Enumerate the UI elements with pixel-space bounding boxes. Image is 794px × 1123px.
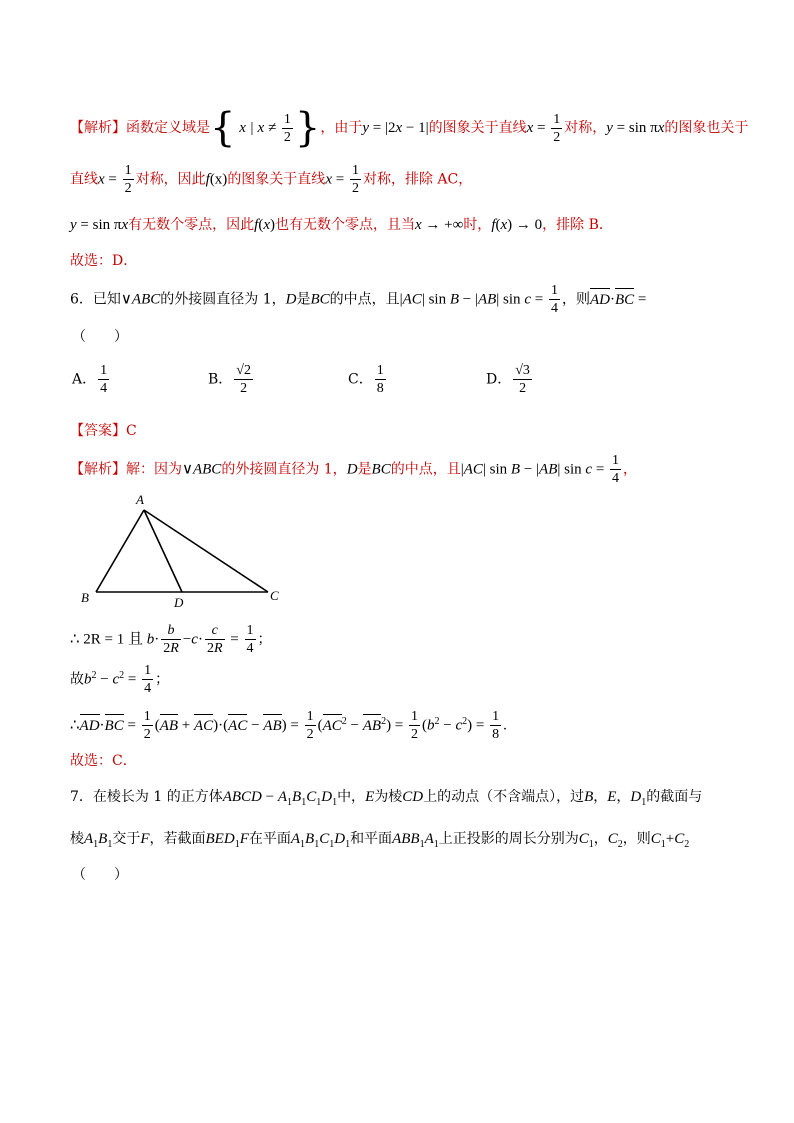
analysis-tag: 【解析】 [70, 120, 126, 136]
q7-blank: （ ） [72, 867, 128, 883]
q6-choice-b[interactable]: B． $\frac{√2}{2}$ [208, 363, 251, 396]
side-ab [96, 510, 144, 592]
q6-blank: （ ） [72, 329, 128, 345]
q6-choice-a[interactable]: A． $\frac{1}{4}$ [72, 363, 108, 396]
q6-conclusion: 故选：C． [70, 753, 137, 769]
q6-step1: ∴ 2R = 1 且 b· $\frac{b}{2R}$ −c· $\frac{c}{2R}$ = $\frac{1}{4}$ ； [70, 623, 272, 656]
vertex-label-d: D [174, 595, 184, 610]
q7-stem-line2: 棱$A_1B_1$交于F，若截面$BED_1F$在平面$A_1B_1C_1D_1$和平面$ABB_1A_1$上正投影的周长分别为$C_1$，$C_2$，则$C_1+C_2$ [70, 831, 690, 850]
q7-stem-line1: 7．在棱长为 1 的正方体ABCD − $A_1B_1C_1D_1$中，E为棱CD上的动点（不含端点），过B，E，$D_1$的截面与 [70, 789, 703, 808]
q6-choice-d[interactable]: D． $\frac{√3}{2}$ [486, 363, 530, 396]
q5-analysis-line3: y = sin πx有无数个零点，因此f(x)也有无数个零点，且当x → +∞时，f(x) → 0，排除 B． [70, 217, 613, 233]
vertex-label-a: A [136, 492, 144, 507]
q6-step2: 故$b^2 - c^2$ = $\frac{1}{4}$ ； [70, 663, 170, 696]
q6-answer: 【答案】C [70, 423, 137, 439]
vertex-label-b: B [81, 590, 89, 605]
vertex-label-c: C [270, 588, 279, 603]
q5-conclusion: 故选：D． [70, 253, 138, 269]
q6-choice-c[interactable]: C． $\frac{1}{8}$ [348, 363, 384, 396]
q5-analysis-line1: 【解析】函数定义域是{ x | x ≠ $\frac{1}{2}$ }，由于y = |2x − 1|的图象关于直线x = $\frac{1}{2}$ 对称，y = sin πx的图象也关于 [70, 105, 749, 151]
triangle-figure [76, 488, 296, 612]
q6-stem: 6．已知∨ABC的外接圆直径为 1，D是BC的中点，且|AC| sin B − |AB| sin c = $\frac{1}{4}$ ，则AD·BC = [70, 283, 647, 316]
q5-analysis-line2: 直线x = $\frac{1}{2}$ 对称，因此f(x)的图象关于直线x = $\frac{1}{2}$ 对称，排除 AC， [70, 163, 473, 196]
q6-analysis-line1: 【解析】解：因为∨ABC的外接圆直径为 1，D是BC的中点，且|AC| sin B − |AB| sin c = $\frac{1}{4}$ ， [70, 453, 638, 486]
q6-step3: ∴AD·BC = $\frac{1}{2}$ (AB + AC)·(AC − AB) = $\frac{1}{2}$ $(AC^2 - AB^2)$ = $\frac{1}{2}$ $(b^2 - c^2)$ = $\frac{1}{8}$ . [70, 709, 507, 742]
